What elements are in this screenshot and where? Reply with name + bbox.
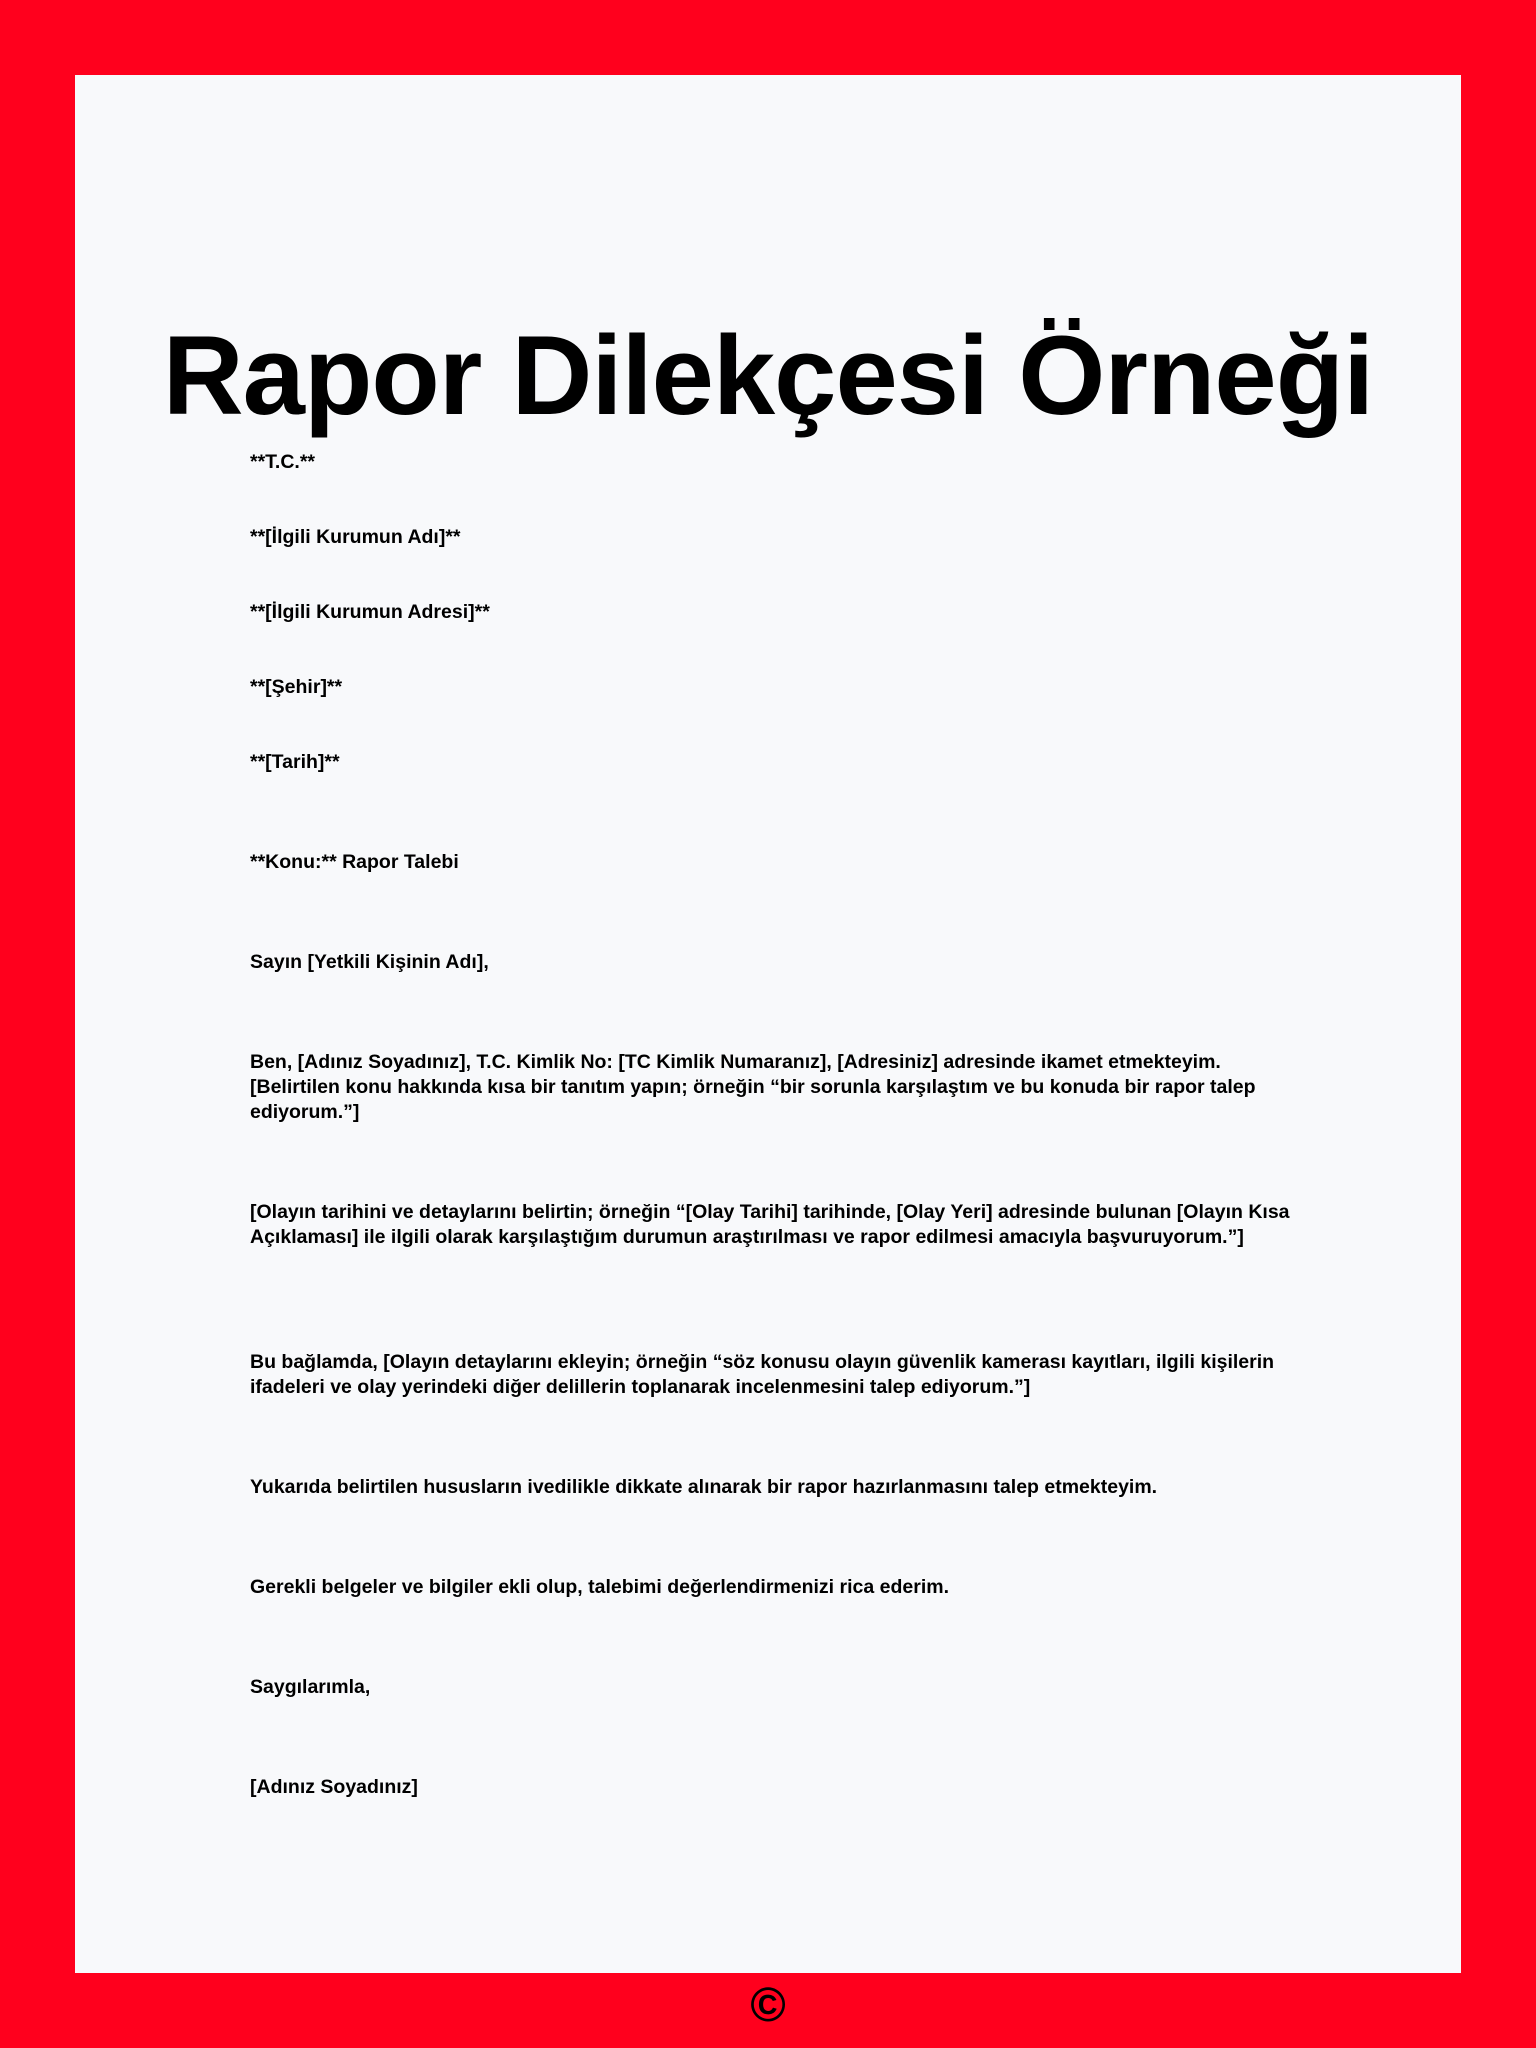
signature: [Adınız Soyadınız] xyxy=(250,1776,418,1798)
body-paragraph-2: [Olayın tarihini ve detaylarını belirtin; örneğin “[Olay Tarihi] tarihinde, [Olay Yeri] adresinde bulunan [Olayın Kısa Açıklaması] ile ilgili olarak karşılaştığım durumun araştırılması ve rapor edilmesi amacıyla başvuruyorum.”] xyxy=(250,1201,1290,1248)
subject-line: **Konu:** Rapor Talebi xyxy=(250,851,459,873)
header-institution-name: **[İlgili Kurumun Adı]** xyxy=(250,526,461,548)
copyright-icon: © xyxy=(750,1979,786,2032)
page-title: Rapor Dilekçesi Örneği xyxy=(162,313,1374,438)
body-paragraph-5: Gerekli belgeler ve bilgiler ekli olup, talebimi değerlendirmenizi rica ederim. xyxy=(250,1576,950,1598)
header-city: **[Şehir]** xyxy=(250,676,343,698)
salutation: Sayın [Yetkili Kişinin Adı], xyxy=(250,951,489,973)
body-paragraph-3: Bu bağlamda, [Olayın detaylarını ekleyin; örneğin “söz konusu olayın güvenlik kamerası kayıtları, ilgili kişilerin ifadeleri ve olay yerindeki diğer delillerin toplanarak incelenmesini talep ediyorum.”] xyxy=(250,1351,1275,1398)
closing: Saygılarımla, xyxy=(250,1676,371,1698)
body-paragraph-4: Yukarıda belirtilen hususların ivedilikle dikkate alınarak bir rapor hazırlanmasını talep etmekteyim. xyxy=(250,1476,1158,1498)
header-date: **[Tarih]** xyxy=(250,751,340,773)
document-page xyxy=(75,75,1461,2032)
header-tc: **T.C.** xyxy=(250,451,316,473)
header-institution-address: **[İlgili Kurumun Adresi]** xyxy=(250,601,490,623)
body-paragraph-1: Ben, [Adınız Soyadınız], T.C. Kimlik No: [TC Kimlik Numaranız], [Adresiniz] adresinde ikamet etmekteyim. [Belirtilen konu hakkında kısa bir tanıtım yapın; örneğin “bir sorunla karşılaştım ve bu konuda bir rapor talep ediyorum.”] xyxy=(250,1051,1256,1123)
